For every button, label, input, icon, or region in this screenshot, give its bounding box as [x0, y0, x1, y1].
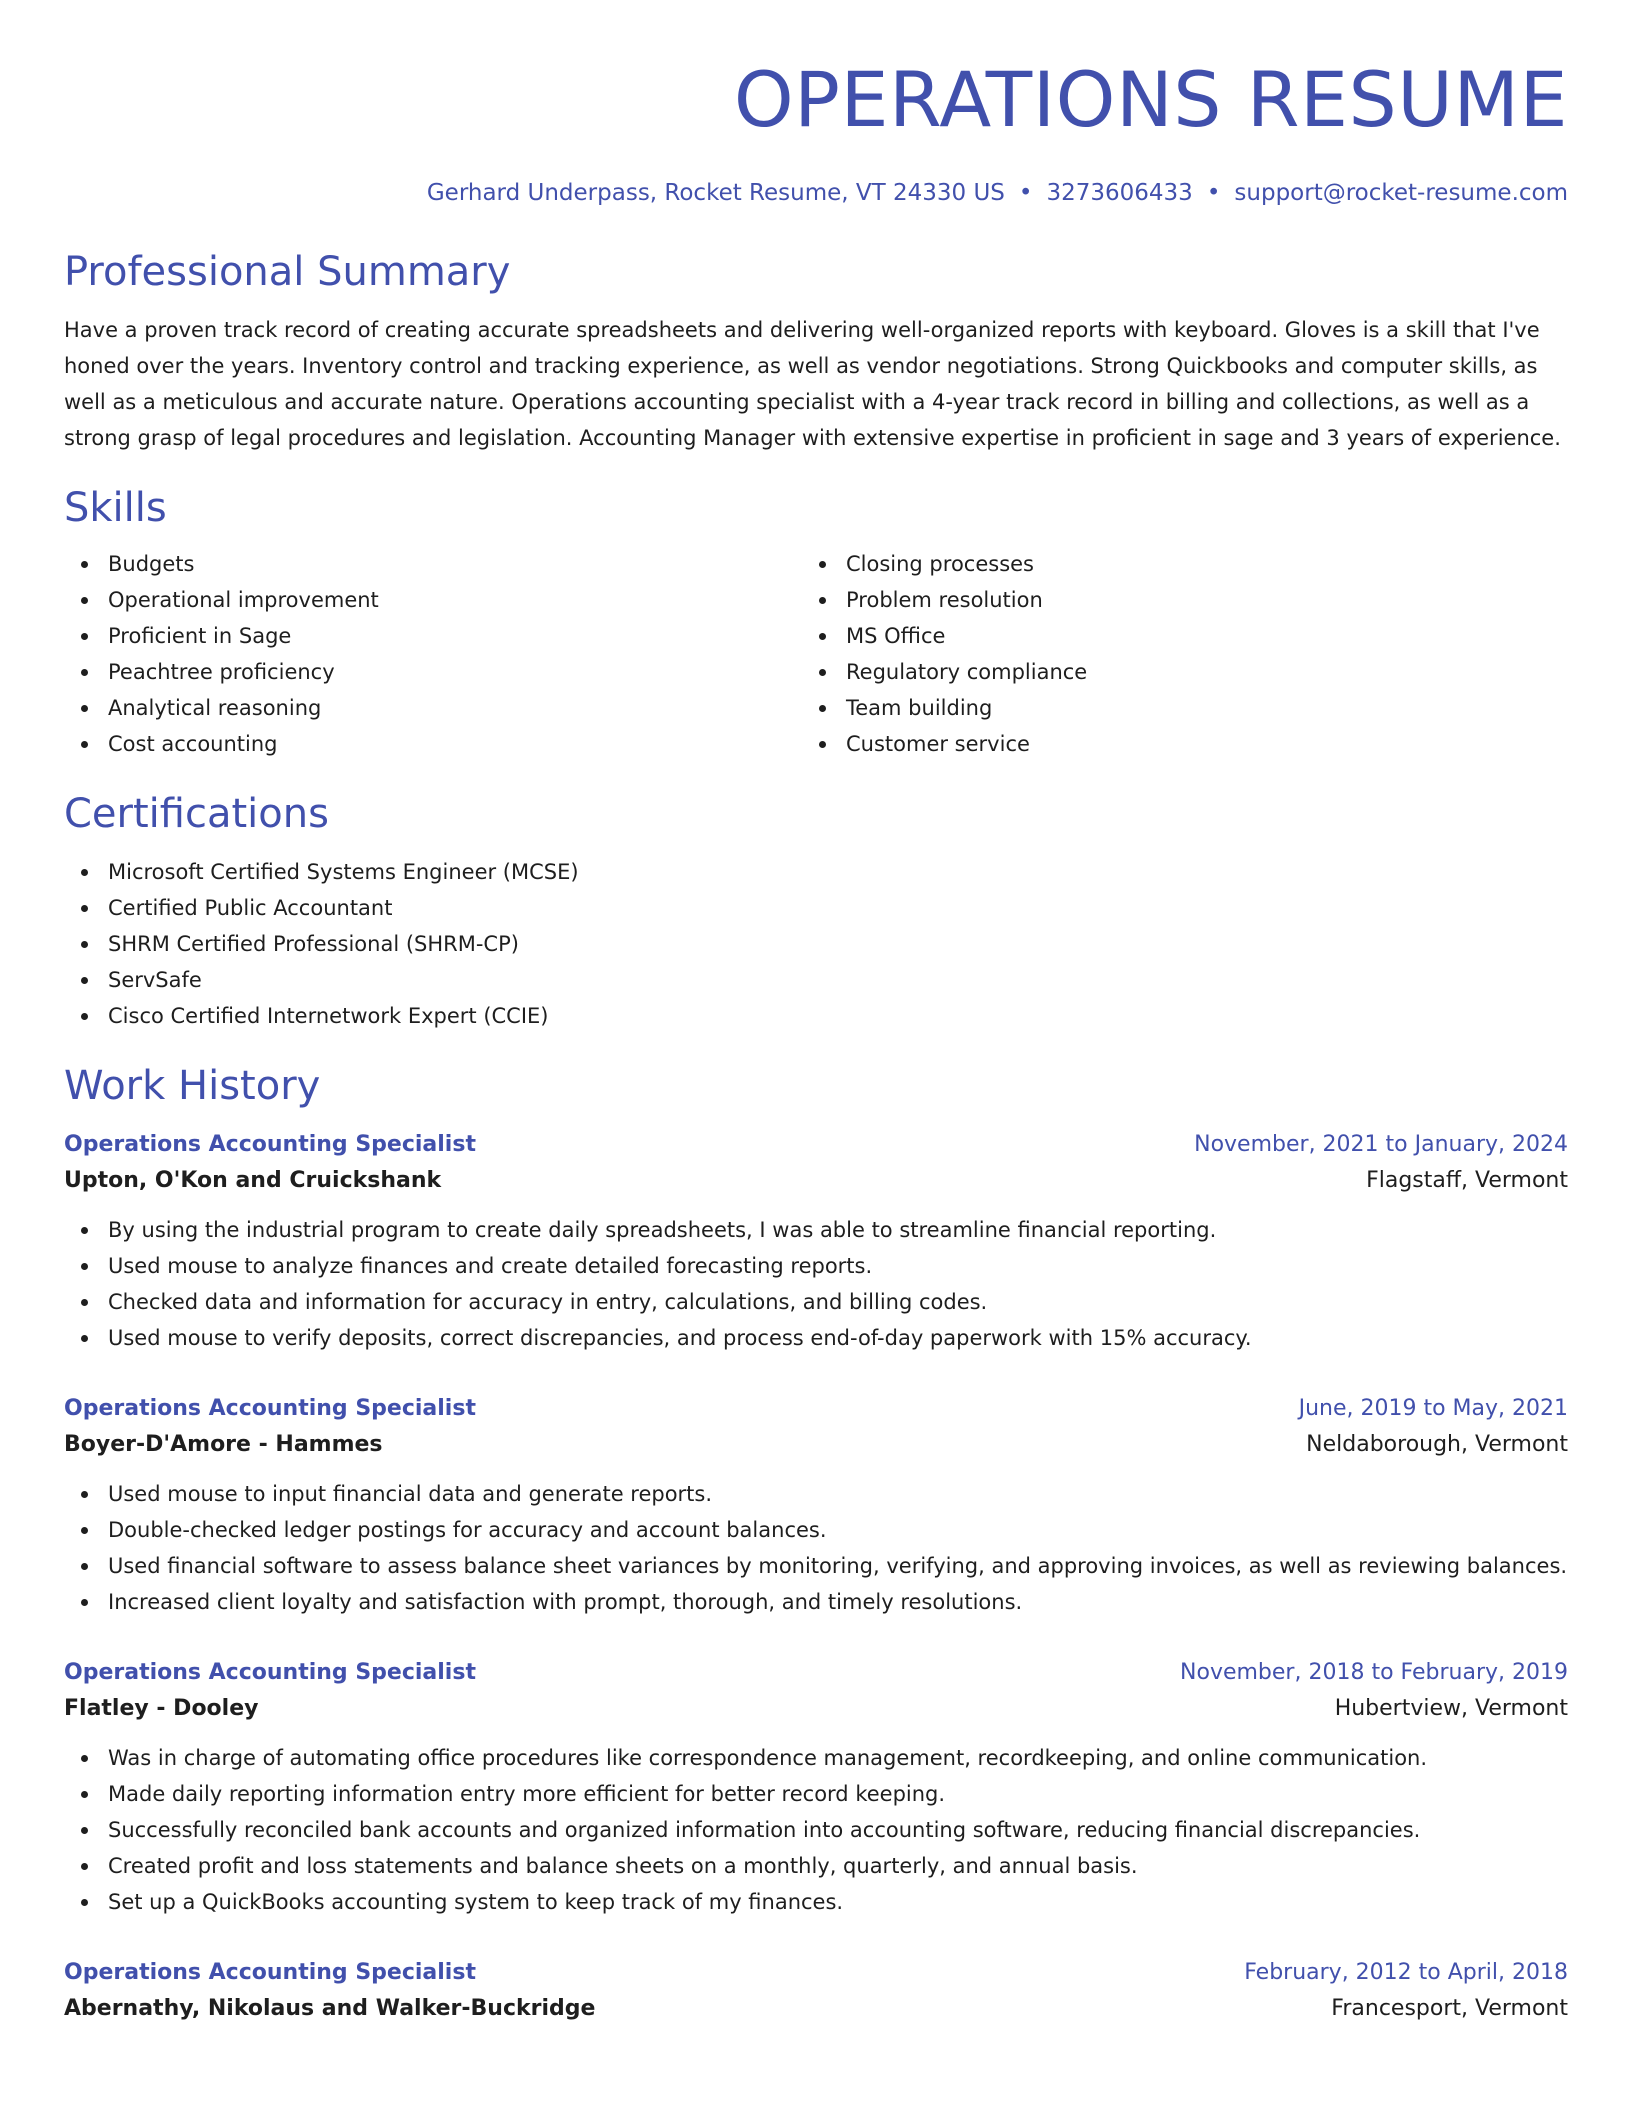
job-company: Abernathy, Nikolaus and Walker-Buckridge — [64, 1996, 596, 2021]
job-duties-list — [64, 1740, 1568, 1920]
skill-item: Team building — [802, 690, 1540, 726]
job-title-row — [64, 1128, 1568, 1162]
job-duty: Used mouse to analyze finances and create detailed forecasting reports. — [64, 1248, 1568, 1284]
skill-item: Cost accounting — [64, 726, 802, 762]
job-duty: Used mouse to input financial data and generate reports. — [64, 1476, 1568, 1512]
job-entry — [64, 1956, 1568, 2028]
job-duties-list — [64, 1476, 1568, 1620]
job-entry — [64, 1656, 1568, 1920]
job-duty: By using the industrial program to create daily spreadsheets, I was able to streamline financial reporting. — [64, 1212, 1568, 1248]
job-company: Upton, O'Kon and Cruickshank — [64, 1168, 442, 1193]
resume-title: OPERATIONS RESUME — [733, 55, 1568, 144]
job-title: Operations Accounting Specialist — [64, 1660, 476, 1685]
certification-item: Cisco Certified Internetwork Expert (CCIE) — [64, 998, 1568, 1034]
skill-item: Operational improvement — [64, 582, 802, 618]
job-location: Francesport, Vermont — [1331, 1996, 1568, 2021]
summary-text: Have a proven track record of creating accurate spreadsheets and delivering well-organized reports with keyboard. Gloves is a skill that I've honed over the years. Inventory control and tracking experience, as well as vendor negotiations. Strong Quickbooks and computer skills, as well as a meticulous and accurate nature. Operations accounting specialist with a 4-year track record in billing and collections, as well as a strong grasp of legal procedures and legislation. Accounting Manager with extensive expertise in proficient in sage and 3 years of experience. — [64, 318, 1561, 450]
job-company-row — [64, 1162, 1568, 1200]
job-duties-list — [64, 1212, 1568, 1356]
summary-heading: Professional Summary — [64, 249, 511, 295]
job-location: Hubertview, Vermont — [1334, 1696, 1568, 1721]
job-company-row — [64, 1690, 1568, 1728]
job-dates: November, 2018 to February, 2019 — [1180, 1660, 1568, 1685]
job-dates: November, 2021 to January, 2024 — [1194, 1132, 1568, 1157]
resume-header — [64, 0, 1568, 208]
skill-item: Problem resolution — [802, 582, 1540, 618]
job-entry — [64, 1392, 1568, 1620]
job-duty: Set up a QuickBooks accounting system to keep track of my finances. — [64, 1884, 1568, 1920]
skills-heading: Skills — [64, 485, 167, 531]
skill-item: Analytical reasoning — [64, 690, 802, 726]
contact-separator: • — [1018, 180, 1033, 206]
work-history-heading: Work History — [64, 1063, 321, 1109]
job-location: Flagstaff, Vermont — [1366, 1168, 1568, 1193]
job-duty: Used financial software to assess balance sheet variances by monitoring, verifying, and approving invoices, as well as reviewing balances. — [64, 1548, 1568, 1584]
job-duty: Used mouse to verify deposits, correct discrepancies, and process end-of-day paperwork with 15% accuracy. — [64, 1320, 1568, 1356]
job-entry — [64, 1128, 1568, 1356]
skill-item: Regulatory compliance — [802, 654, 1540, 690]
certifications-heading: Certifications — [64, 791, 329, 837]
skill-item: Budgets — [64, 546, 802, 582]
skills-list-right — [802, 546, 1540, 762]
contact-separator: • — [1206, 180, 1221, 206]
job-title-row — [64, 1956, 1568, 1990]
job-duty: Was in charge of automating office procedures like correspondence management, recordkeeping, and online communication. — [64, 1740, 1568, 1776]
job-location: Neldaborough, Vermont — [1306, 1432, 1568, 1457]
skill-item: Peachtree proficiency — [64, 654, 802, 690]
summary-section — [64, 248, 1568, 456]
job-title: Operations Accounting Specialist — [64, 1960, 476, 1985]
work-history-section — [64, 1062, 1568, 2028]
skills-columns — [64, 546, 1568, 762]
job-title-row — [64, 1392, 1568, 1426]
contact-address: Gerhard Underpass, Rocket Resume, VT 24330 US — [426, 180, 1005, 206]
job-title: Operations Accounting Specialist — [64, 1132, 476, 1157]
job-title-row — [64, 1656, 1568, 1690]
skill-item: Customer service — [802, 726, 1540, 762]
skills-list-left — [64, 546, 802, 762]
job-company-row — [64, 1426, 1568, 1464]
contact-line — [64, 178, 1568, 208]
skill-item: Proficient in Sage — [64, 618, 802, 654]
job-duty: Double-checked ledger postings for accuracy and account balances. — [64, 1512, 1568, 1548]
job-duty: Created profit and loss statements and balance sheets on a monthly, quarterly, and annual basis. — [64, 1848, 1568, 1884]
job-company-row — [64, 1990, 1568, 2028]
job-duty: Successfully reconciled bank accounts and organized information into accounting software, reducing financial discrepancies. — [64, 1812, 1568, 1848]
job-duty: Made daily reporting information entry more efficient for better record keeping. — [64, 1776, 1568, 1812]
job-duty: Increased client loyalty and satisfaction with prompt, thorough, and timely resolutions. — [64, 1584, 1568, 1620]
job-title: Operations Accounting Specialist — [64, 1396, 476, 1421]
job-dates: February, 2012 to April, 2018 — [1244, 1960, 1568, 1985]
contact-email: support@rocket-resume.com — [1234, 180, 1568, 206]
job-dates: June, 2019 to May, 2021 — [1298, 1396, 1568, 1421]
certifications-list — [64, 854, 1568, 1034]
certification-item: Microsoft Certified Systems Engineer (MCSE) — [64, 854, 1568, 890]
certifications-section — [64, 790, 1568, 1034]
job-company: Boyer-D'Amore - Hammes — [64, 1432, 383, 1457]
contact-phone: 3273606433 — [1046, 180, 1193, 206]
certification-item: ServSafe — [64, 962, 1568, 998]
certification-item: Certified Public Accountant — [64, 890, 1568, 926]
skill-item: MS Office — [802, 618, 1540, 654]
job-duty: Checked data and information for accuracy in entry, calculations, and billing codes. — [64, 1284, 1568, 1320]
certification-item: SHRM Certified Professional (SHRM-CP) — [64, 926, 1568, 962]
skills-section — [64, 484, 1568, 762]
skill-item: Closing processes — [802, 546, 1540, 582]
job-company: Flatley - Dooley — [64, 1696, 259, 1721]
